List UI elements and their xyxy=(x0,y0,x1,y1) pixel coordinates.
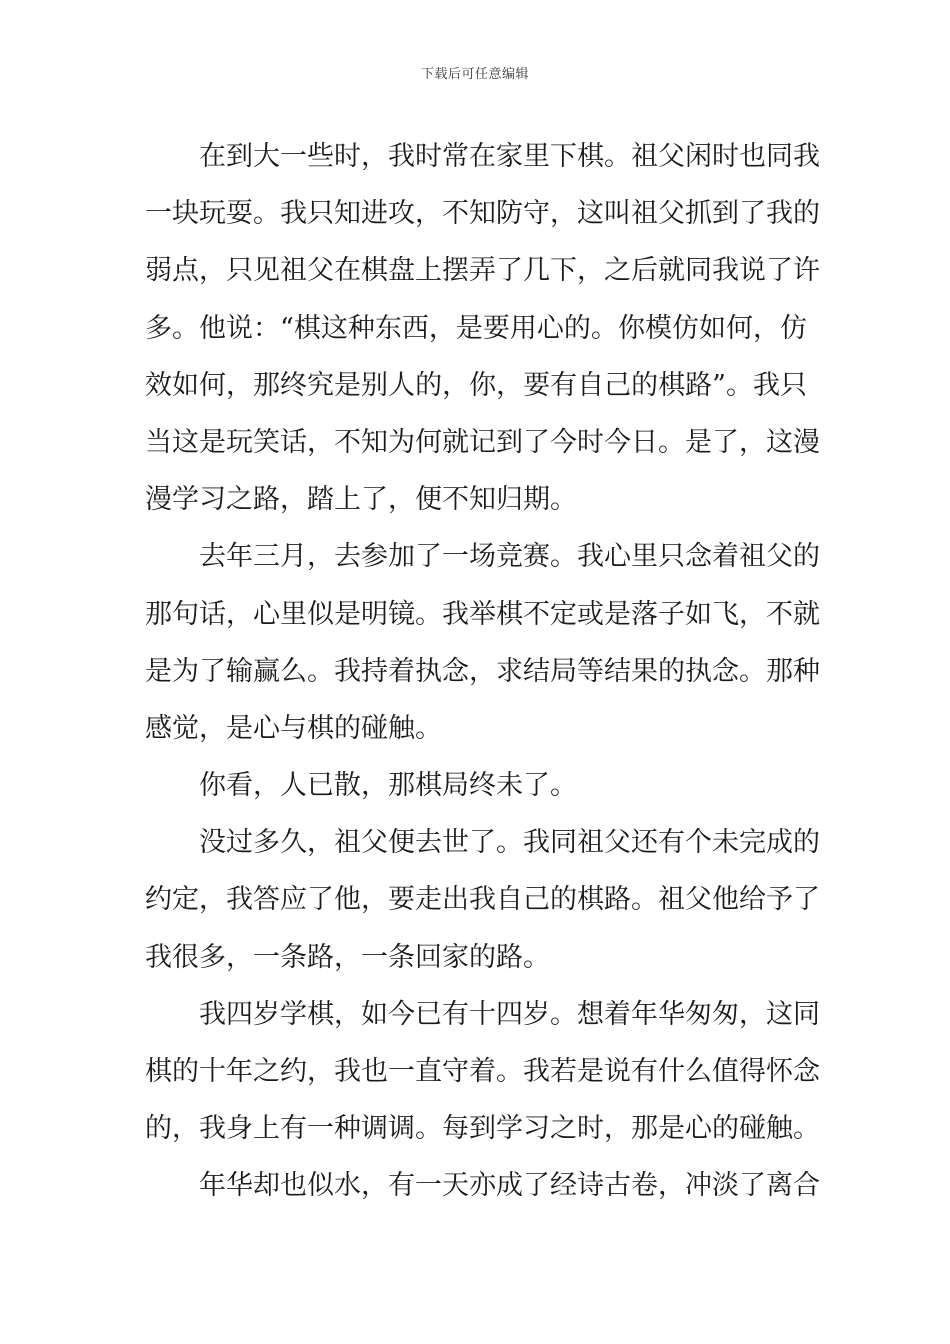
body-text xyxy=(145,128,820,1215)
paragraph-line: 我很多，一条路，一条回家的路。 xyxy=(145,941,550,973)
paragraph-line: 效如何，那终究是别人的，你，要有自己的棋路”。我只 xyxy=(145,369,807,401)
paragraph-line: 的，我身上有一种调调。每到学习之时，那是心的碰触。 xyxy=(145,1113,820,1145)
paragraph-line: 弱点，只见祖父在棋盘上摆弄了几下，之后就同我说了许 xyxy=(145,255,820,287)
paragraph-line: 去年三月，去参加了一场竞赛。我心里只念着祖父的 xyxy=(199,541,820,573)
paragraph-line: 那句话，心里似是明镜。我举棋不定或是落子如飞，不就 xyxy=(145,598,820,630)
paragraph-line: 感觉，是心与棋的碰触。 xyxy=(145,712,442,744)
paragraph-line: 约定，我答应了他，要走出我自己的棋路。祖父他给予了 xyxy=(145,884,820,916)
paragraph-line: 没过多久，祖父便去世了。我同祖父还有个未完成的 xyxy=(199,827,820,859)
paragraph-line: 你看，人已散，那棋局终未了。 xyxy=(199,770,577,802)
paragraph-line: 是为了输赢么。我持着执念，求结局等结果的执念。那种 xyxy=(145,655,820,687)
page-header: 下载后可任意编辑 xyxy=(420,67,529,82)
paragraph-line: 我四岁学棋，如今已有十四岁。想着年华匆匆，这同 xyxy=(199,998,820,1030)
paragraph-line: 年华却也似水，有一天亦成了经诗古卷，冲淡了离合 xyxy=(199,1170,820,1202)
paragraph-line: 漫学习之路，踏上了，便不知归期。 xyxy=(145,484,577,516)
paragraph-line: 棋的十年之约，我也一直守着。我若是说有什么值得怀念 xyxy=(145,1056,820,1087)
paragraph-line: 一块玩耍。我只知进攻，不知防守，这叫祖父抓到了我的 xyxy=(145,198,820,230)
paragraph-line: 当这是玩笑话，不知为何就记到了今时今日。是了，这漫 xyxy=(145,426,820,458)
paragraph-line: 在到大一些时，我时常在家里下棋。祖父闲时也同我 xyxy=(199,141,820,172)
paragraph-line: 多。他说：“棋这种东西，是要用心的。你模仿如何，仿 xyxy=(145,312,807,344)
